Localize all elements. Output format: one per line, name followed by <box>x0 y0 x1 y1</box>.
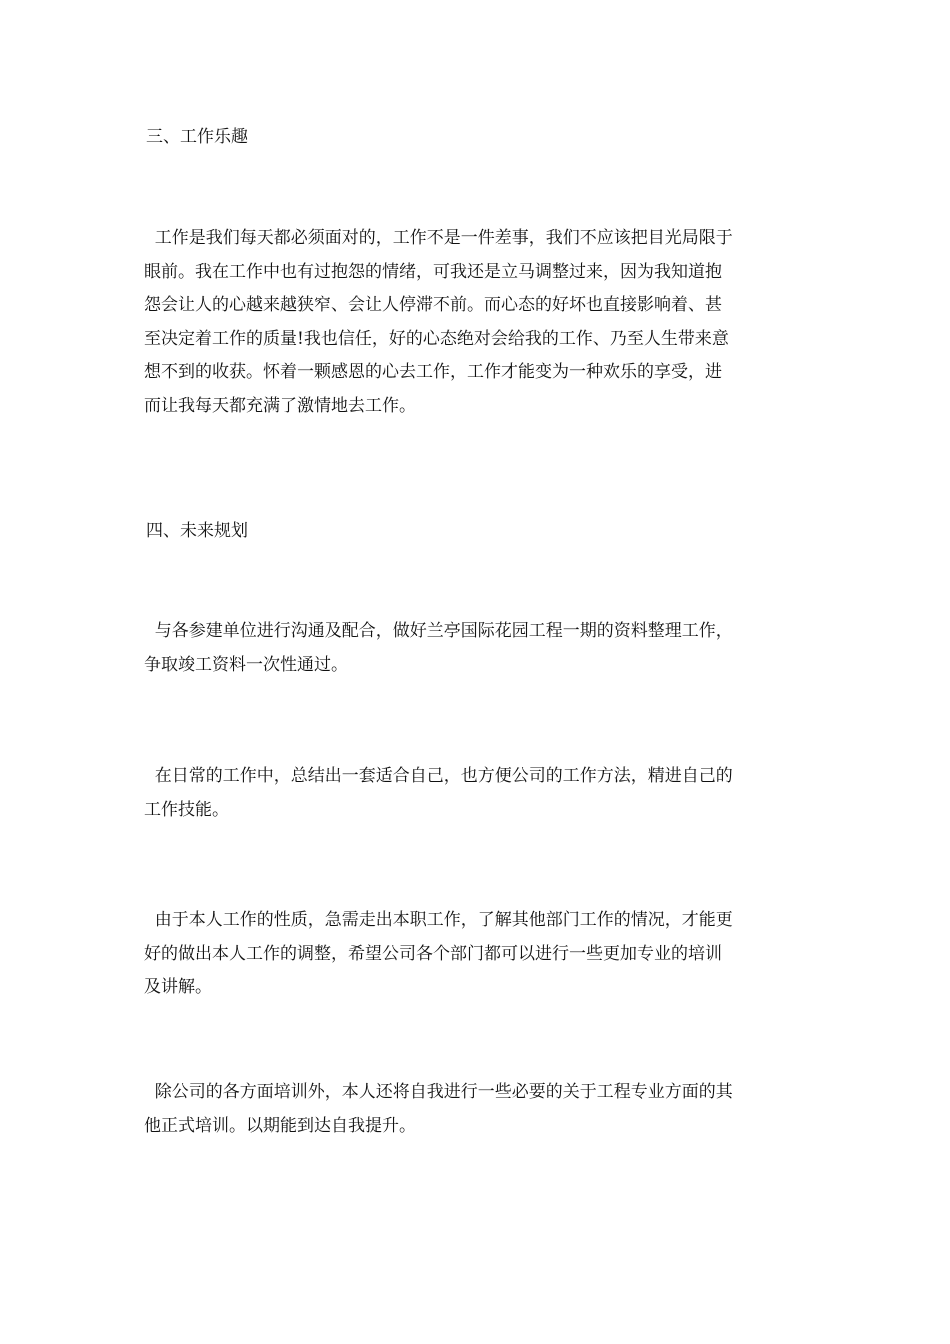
paragraph-line: 及讲解。 <box>144 977 212 998</box>
paragraph-line: 眼前。我在工作中也有过抱怨的情绪，可我还是立马调整过来，因为我知道抱 <box>144 261 722 282</box>
section-heading-future-plan: 四、未来规划 <box>146 521 248 541</box>
paragraph-line: 除公司的各方面培训外，本人还将自我进行一些必要的关于工程专业方面的其 <box>144 1082 733 1102</box>
paragraph-line: 他正式培训。以期能到达自我提升。 <box>144 1115 416 1136</box>
paragraph-future-plan-2 <box>144 760 809 827</box>
section-heading-work-fun: 三、工作乐趣 <box>146 127 248 147</box>
paragraph-future-plan-1 <box>144 615 809 682</box>
paragraph-line: 工作技能。 <box>144 799 229 820</box>
paragraph-line: 想不到的收获。怀着一颗感恩的心去工作，工作才能变为一种欢乐的享受，进 <box>144 362 722 383</box>
paragraph-line: 至决定着工作的质量!我也信任，好的心态绝对会给我的工作、乃至人生带来意 <box>144 328 729 349</box>
paragraph-future-plan-3 <box>144 904 809 1005</box>
paragraph-line: 在日常的工作中，总结出一套适合自己，也方便公司的工作方法，精进自己的 <box>144 766 733 786</box>
paragraph-line: 争取竣工资料一次性通过。 <box>144 654 348 675</box>
paragraph-line: 怨会让人的心越来越狭窄、会让人停滞不前。而心态的好坏也直接影响着、甚 <box>144 295 722 316</box>
paragraph-line: 与各参建单位进行沟通及配合，做好兰亭国际花园工程一期的资料整理工作， <box>144 621 733 641</box>
paragraph-line: 由于本人工作的性质，急需走出本职工作，了解其他部门工作的情况，才能更 <box>144 910 733 930</box>
paragraph-work-fun <box>144 222 809 424</box>
paragraph-future-plan-4 <box>144 1076 809 1143</box>
paragraph-line: 而让我每天都充满了激情地去工作。 <box>144 395 416 416</box>
paragraph-line: 工作是我们每天都必须面对的，工作不是一件差事，我们不应该把目光局限于 <box>144 228 733 248</box>
paragraph-line: 好的做出本人工作的调整，希望公司各个部门都可以进行一些更加专业的培训 <box>144 943 722 964</box>
